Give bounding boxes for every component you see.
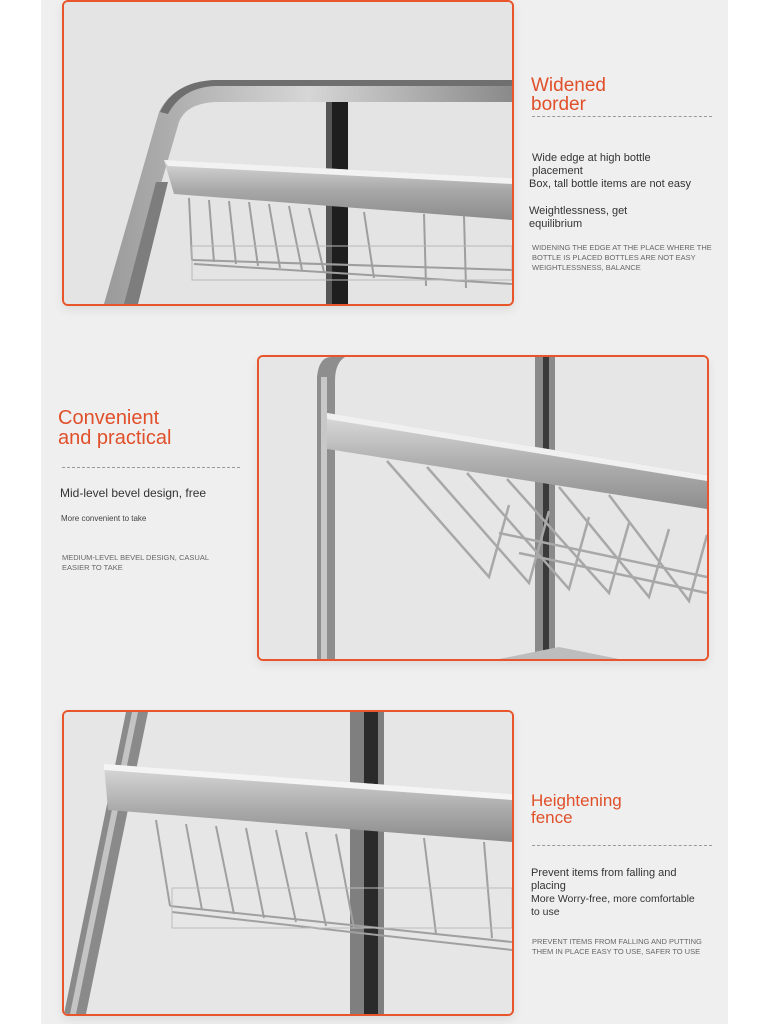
section-2-caps-text xyxy=(62,553,209,573)
section-3-caps-text xyxy=(532,937,702,957)
section-3-title-line2: fence xyxy=(531,808,573,827)
section-2-desc1: Mid-level bevel design, free xyxy=(60,486,207,500)
section-1-desc1-line2: placement xyxy=(532,165,583,178)
section-1-title-line1: Widened xyxy=(531,75,606,96)
section-1-divider xyxy=(532,116,712,117)
section-1-caps-line1: WIDENING THE EDGE AT THE PLACE WHERE THE xyxy=(532,243,712,252)
section-2-title xyxy=(58,408,171,448)
section-1-title-line2: border xyxy=(531,94,586,115)
fence-basket-photo xyxy=(62,710,514,1016)
wide-edge-shelf-photo xyxy=(62,0,514,306)
section-3-desc2-line2: to use xyxy=(531,905,560,918)
section-1-caps-line3: WEIGHTLESSNESS, BALANCE xyxy=(532,263,641,273)
section-3-caps-line2: THEM IN PLACE EASY TO USE, SAFER TO USE xyxy=(532,947,701,957)
section-2-title-line1: Convenient xyxy=(58,407,160,429)
section-3-title-line1: Heightening xyxy=(531,791,622,810)
section-3-divider xyxy=(532,845,712,846)
section-1-desc3-line1: Weightlessness, get xyxy=(529,205,628,217)
section-1-desc1-line1: Wide edge at high bottle xyxy=(532,152,651,164)
section-3-desc1 xyxy=(531,867,677,893)
section-3-desc1-line1: Prevent items from falling and xyxy=(531,867,677,879)
section-1-caps-line2: BOTTLE IS PLACED BOTTLES ARE NOT EASY xyxy=(532,253,696,263)
section-2-divider xyxy=(62,467,240,468)
section-3-desc2 xyxy=(531,893,695,918)
section-1-desc1 xyxy=(532,152,651,178)
section-1-desc3-line2: equilibrium xyxy=(529,218,583,231)
section-3-title xyxy=(531,792,622,826)
section-2-caps-line2: EASIER TO TAKE xyxy=(62,563,123,573)
section-2-title-line2: and practical xyxy=(58,427,172,449)
section-1-caps-text xyxy=(532,243,712,273)
section-3-desc1-line2: placing xyxy=(531,880,566,893)
section-2-desc2: More convenient to take xyxy=(61,514,147,523)
section-1-desc3 xyxy=(529,205,627,231)
section-2-caps-line1: MEDIUM-LEVEL BEVEL DESIGN, CASUAL xyxy=(62,553,209,562)
section-3-desc2-line1: More Worry-free, more comfortable xyxy=(531,893,695,905)
bevel-basket-photo xyxy=(257,355,709,661)
section-3-caps-line1: PREVENT ITEMS FROM FALLING AND PUTTING xyxy=(532,937,702,946)
section-1-desc2: Box, tall bottle items are not easy xyxy=(529,178,692,190)
section-1-title xyxy=(531,76,606,114)
